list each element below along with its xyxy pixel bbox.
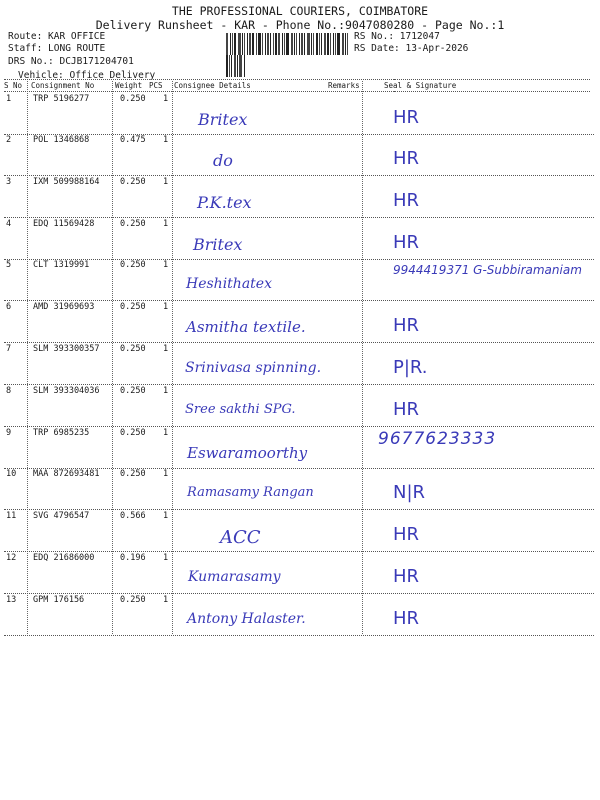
row-signature-handwritten: HR bbox=[393, 399, 420, 420]
runsheet-title: Delivery Runsheet - KAR - Phone No.:9047080280 - Page No.:1 bbox=[95, 18, 505, 32]
row-weight: 0.250 bbox=[120, 595, 146, 605]
row-sno: 10 bbox=[6, 469, 17, 479]
header-bottom-rule bbox=[4, 91, 394, 92]
row-weight: 0.250 bbox=[120, 302, 146, 312]
row-signature-handwritten: 9944419371 G-Subbiramaniam bbox=[393, 263, 582, 277]
row-divider bbox=[4, 509, 594, 510]
row-pcs: 1 bbox=[163, 177, 169, 187]
row-pcs: 1 bbox=[163, 219, 169, 229]
row-divider bbox=[4, 134, 594, 135]
row-consignee-handwritten: Ramasamy Rangan bbox=[187, 485, 314, 500]
row-pcs: 1 bbox=[163, 344, 169, 354]
row-pcs: 1 bbox=[163, 469, 169, 479]
row-weight: 0.475 bbox=[120, 135, 146, 145]
row-sno: 1 bbox=[6, 94, 12, 104]
row-signature-handwritten: P|R. bbox=[393, 357, 428, 378]
row-sno: 7 bbox=[6, 344, 12, 354]
drs-label: DRS No.: DCJB171204701 bbox=[8, 56, 134, 67]
row-signature-handwritten: HR bbox=[393, 566, 420, 587]
row-divider bbox=[4, 426, 594, 427]
rs-number: RS No.: 1712047 bbox=[354, 31, 440, 42]
row-consignment: GPM 176156 bbox=[33, 595, 85, 605]
header-bottom-rule-right bbox=[394, 91, 590, 92]
company-title: THE PROFESSIONAL COURIERS, COIMBATORE bbox=[171, 4, 429, 18]
meta-left bbox=[8, 31, 155, 81]
row-signature-handwritten: N|R bbox=[393, 482, 426, 503]
row-consignee-handwritten: Asmitha textile. bbox=[186, 318, 306, 336]
row-weight: 0.250 bbox=[120, 219, 146, 229]
row-consignment: SVG 4796547 bbox=[33, 511, 90, 521]
row-weight: 0.250 bbox=[120, 469, 146, 479]
row-divider bbox=[4, 259, 594, 260]
row-pcs: 1 bbox=[163, 135, 169, 145]
col-remarks: Remarks bbox=[328, 81, 360, 90]
row-pcs: 1 bbox=[163, 553, 169, 563]
row-weight: 0.566 bbox=[120, 511, 146, 521]
row-sno: 9 bbox=[6, 428, 12, 438]
row-divider bbox=[4, 217, 594, 218]
row-consignee-handwritten: Antony Halaster. bbox=[187, 611, 306, 627]
row-divider bbox=[4, 593, 594, 594]
row-signature-handwritten: HR bbox=[393, 148, 420, 169]
row-pcs: 1 bbox=[163, 260, 169, 270]
row-sno: 2 bbox=[6, 135, 12, 145]
row-weight: 0.250 bbox=[120, 428, 146, 438]
row-consignee-handwritten: Kumarasamy bbox=[188, 569, 281, 585]
row-weight: 0.250 bbox=[120, 386, 146, 396]
row-consignee-handwritten: Britex bbox=[198, 110, 248, 129]
row-consignee-handwritten: Heshithatex bbox=[186, 276, 272, 292]
row-pcs: 1 bbox=[163, 386, 169, 396]
staff-label: Staff: LONG ROUTE bbox=[8, 42, 106, 54]
row-signature-handwritten: HR bbox=[393, 190, 420, 211]
col-consignee: Consignee Details bbox=[174, 81, 251, 90]
row-pcs: 1 bbox=[163, 94, 169, 104]
row-weight: 0.250 bbox=[120, 177, 146, 187]
row-sno: 4 bbox=[6, 219, 12, 229]
row-sno: 6 bbox=[6, 302, 12, 312]
row-consignment: POL 1346868 bbox=[33, 135, 90, 145]
vehicle-label: Vehicle: Office Delivery bbox=[18, 69, 156, 81]
row-signature-handwritten: 9677623333 bbox=[378, 429, 497, 449]
row-weight: 0.250 bbox=[120, 260, 146, 270]
row-consignment: TRP 6985235 bbox=[33, 428, 90, 438]
row-consignment: TRP 5196277 bbox=[33, 94, 90, 104]
header-top-rule bbox=[4, 79, 394, 80]
row-weight: 0.250 bbox=[120, 344, 146, 354]
row-weight: 0.250 bbox=[120, 94, 146, 104]
col-pcs: PCS bbox=[149, 81, 163, 90]
row-sno: 13 bbox=[6, 595, 17, 605]
row-divider bbox=[4, 342, 594, 343]
col-sno: S No bbox=[4, 81, 23, 90]
row-consignment: SLM 393300357 bbox=[33, 344, 100, 354]
row-consignment: IXM 509988164 bbox=[33, 177, 100, 187]
col-seal: Seal & Signature bbox=[384, 81, 457, 90]
row-divider bbox=[4, 300, 594, 301]
barcode bbox=[226, 33, 350, 55]
row-signature-handwritten: HR bbox=[393, 107, 420, 128]
row-weight: 0.196 bbox=[120, 553, 146, 563]
row-consignee-handwritten: Sree sakthi SPG. bbox=[185, 402, 296, 417]
row-sno: 12 bbox=[6, 553, 17, 563]
row-consignee-handwritten: P.K.tex bbox=[197, 193, 252, 212]
row-consignment: CLT 1319991 bbox=[33, 260, 90, 270]
row-signature-handwritten: HR bbox=[393, 232, 420, 253]
row-sno: 5 bbox=[6, 260, 12, 270]
row-consignee-handwritten: ACC bbox=[220, 527, 261, 548]
row-pcs: 1 bbox=[163, 511, 169, 521]
row-signature-handwritten: HR bbox=[393, 524, 420, 545]
row-consignee-handwritten: Eswaramoorthy bbox=[187, 444, 308, 462]
meta-right bbox=[354, 31, 468, 54]
col-consignment: Consignment No bbox=[31, 81, 95, 90]
row-pcs: 1 bbox=[163, 428, 169, 438]
row-consignee-handwritten: Britex bbox=[193, 235, 243, 254]
row-consignee-handwritten: Srinivasa spinning. bbox=[185, 360, 322, 376]
row-signature-handwritten: HR bbox=[393, 315, 420, 336]
row-consignment: EDQ 11569428 bbox=[33, 219, 95, 229]
row-pcs: 1 bbox=[163, 302, 169, 312]
row-sno: 8 bbox=[6, 386, 12, 396]
row-divider bbox=[4, 635, 594, 636]
row-consignment: SLM 393304036 bbox=[33, 386, 100, 396]
row-signature-handwritten: HR bbox=[393, 608, 420, 629]
row-divider bbox=[4, 551, 594, 552]
route-label: Route: KAR OFFICE bbox=[8, 31, 106, 42]
rs-date: RS Date: 13-Apr-2026 bbox=[354, 42, 469, 54]
row-consignment: EDQ 21686000 bbox=[33, 553, 95, 563]
row-divider bbox=[4, 384, 594, 385]
row-divider bbox=[4, 175, 594, 176]
row-consignee-handwritten: do bbox=[213, 151, 233, 170]
row-consignment: AMD 31969693 bbox=[33, 302, 95, 312]
row-sno: 3 bbox=[6, 177, 12, 187]
header-top-rule-right bbox=[394, 79, 590, 80]
col-weight: Weight bbox=[115, 81, 143, 90]
row-sno: 11 bbox=[6, 511, 17, 521]
row-pcs: 1 bbox=[163, 595, 169, 605]
row-consignment: MAA 872693481 bbox=[33, 469, 100, 479]
